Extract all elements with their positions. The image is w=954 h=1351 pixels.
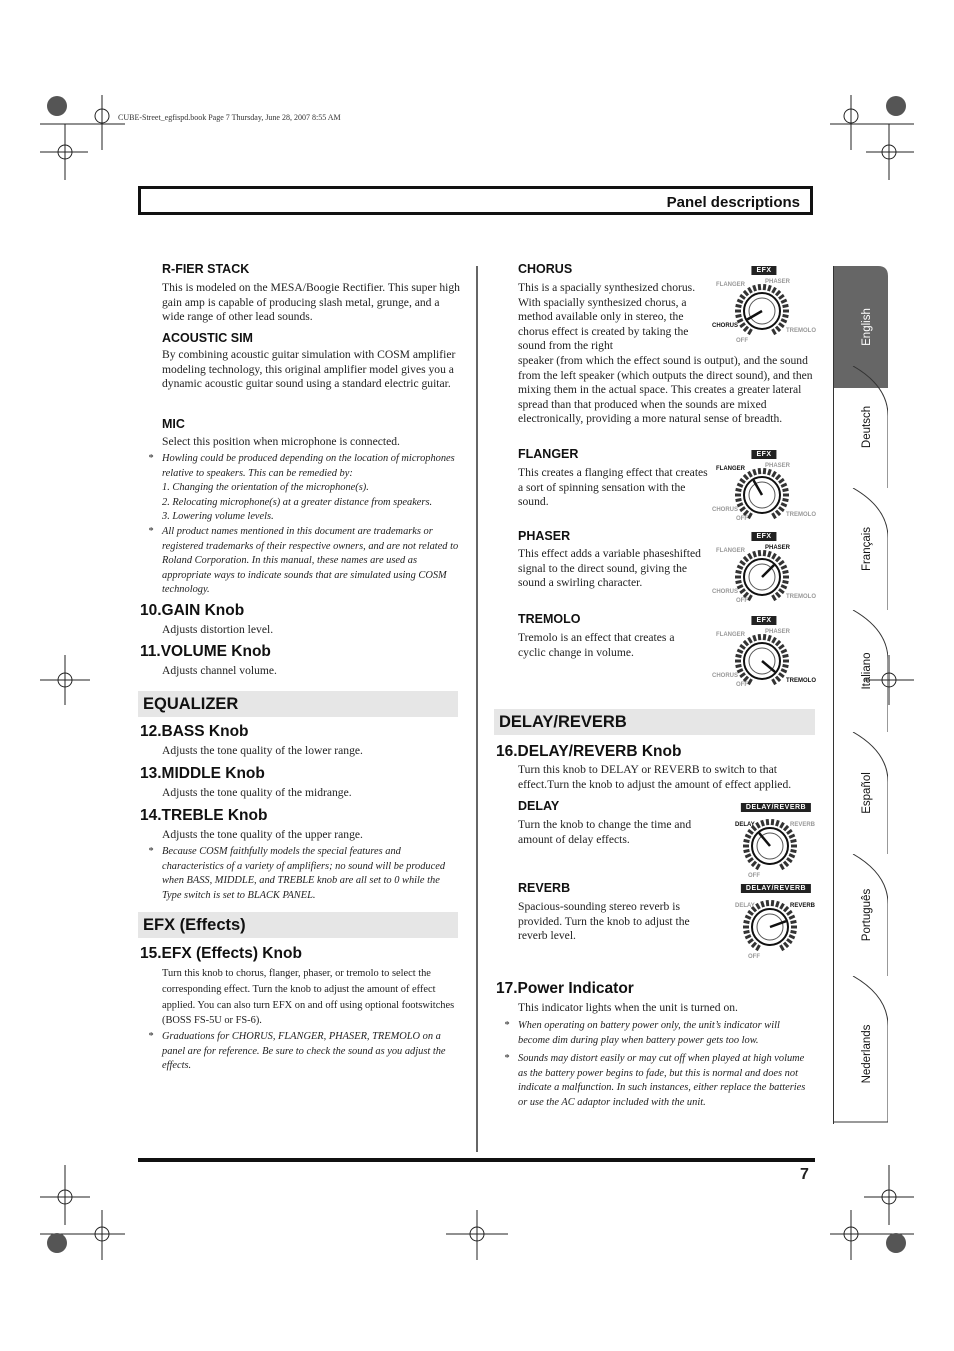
volume-knob-heading: 11.VOLUME Knob <box>140 643 271 660</box>
delay-reverb-knob-delay-diagram: DELAY/REVERB DELAY REVERB OFF <box>733 803 819 881</box>
tremolo-title: TREMOLO <box>518 612 581 626</box>
knob-dial-icon <box>733 884 819 962</box>
reverb-text: Spacious-sounding stereo reverb is provided. Turn the knob to adjust the reverb level. <box>518 900 690 943</box>
mic-note-1: * Howling could be produced depending on the location of microphones relative to speakers. This can be remedied by: 1. Changing the orientation of the microphone(s). 2. Relocating microphone(s) at a greater distance from speakers. 3. Lowering volume levels. <box>148 453 455 522</box>
file-info: CUBE-Street_egfispd.book Page 7 Thursday, June 28, 2007 8:55 AM <box>118 113 341 122</box>
delay-reverb-knob-text: Turn this knob to DELAY or REVERB to switch to that effect.Turn the knob to adjust the amount of effect applied. <box>518 763 792 791</box>
knob-dial-icon <box>733 803 819 881</box>
middle-knob-heading: 13.MIDDLE Knob <box>140 765 265 782</box>
header-bar <box>138 186 813 215</box>
middle-knob-text: Adjusts the tone quality of the midrange. <box>162 786 352 799</box>
page-title: Panel descriptions <box>666 194 800 211</box>
mic-text: Select this position when microphone is connected. <box>162 435 400 448</box>
delay-text: Turn the knob to change the time and amount of delay effects. <box>518 818 692 846</box>
acoustic-title: ACOUSTIC SIM <box>162 331 253 345</box>
tab-nederlands[interactable]: Nederlands <box>833 976 888 1124</box>
efx-heading: EFX (Effects) <box>143 916 246 934</box>
mic-title: MIC <box>162 417 185 431</box>
knob-dial-icon <box>712 266 816 346</box>
delay-title: DELAY <box>518 799 560 813</box>
power-indicator-heading: 17.Power Indicator <box>496 980 634 997</box>
delay-reverb-knob-heading: 16.DELAY/REVERB Knob <box>496 743 682 760</box>
delay-reverb-section <box>494 709 815 735</box>
bass-knob-text: Adjusts the tone quality of the lower range. <box>162 744 363 757</box>
page-number: 7 <box>800 1166 809 1183</box>
efx-note: * Graduations for CHORUS, FLANGER, PHASER, TREMOLO on a panel are for reference. Be sure to check the sound as you adjust the effects. <box>148 1031 446 1071</box>
treble-knob-heading: 14.TREBLE Knob <box>140 807 268 824</box>
flanger-text: This creates a flanging effect that creates a sort of spinning sensation with the sound. <box>518 466 708 509</box>
equalizer-heading: EQUALIZER <box>143 695 239 713</box>
knob-dial-icon <box>712 616 816 696</box>
delay-reverb-knob-reverb-diagram: DELAY/REVERB DELAY REVERB OFF <box>733 884 819 962</box>
bass-knob-heading: 12.BASS Knob <box>140 723 249 740</box>
efx-knob-phaser-diagram: EFX FLANGER PHASER CHORUS TREMOLO OFF <box>712 532 816 612</box>
efx-knob-heading: 15.EFX (Effects) Knob <box>140 945 302 962</box>
volume-knob-text: Adjusts channel volume. <box>162 664 277 677</box>
tab-italiano[interactable]: Italiano <box>833 610 888 732</box>
power-note-1: * When operating on battery power only, the unit’s indicator will become dim during play when battery power gets too low. <box>504 1020 780 1046</box>
column-divider <box>476 266 478 1152</box>
knob-dial-icon <box>712 450 816 530</box>
gain-knob-heading: 10.GAIN Knob <box>140 602 245 619</box>
delay-reverb-heading: DELAY/REVERB <box>499 713 627 731</box>
acoustic-text: By combining acoustic guitar simulation with COSM amplifier modeling technology, this original amplifier model gives you a dynamic acoustic guitar sound using a standard electric guitar. <box>162 348 456 391</box>
tremolo-text: Tremolo is an effect that creates a cyclic change in volume. <box>518 631 675 659</box>
phaser-title: PHASER <box>518 529 571 543</box>
chorus-text-wide: speaker (from which the effect sound is output), and the sound from the left speaker (which outputs the direct sound), and then mixing them in the actual space. This creates a greater lateral spread than that produced when the sounds are mixed electronically, providing a more natural sense of breadth. <box>518 354 813 426</box>
reverb-title: REVERB <box>518 881 571 895</box>
rfier-text: This is modeled on the MESA/Boogie Rectifier. This super high gain amp is capable of producing slash metal, grunge, and a wide range of other lead sounds. <box>162 281 460 324</box>
mic-note-2: * All product names mentioned in this document are trademarks or registered trademarks of their respective owners, and are not related to Roland Corporation. In this manual, these names are used as appropriate ways to indicate sounds that are simulated using COSM technology. <box>148 526 459 595</box>
gain-knob-text: Adjusts distortion level. <box>162 623 274 636</box>
tab-deutsch[interactable]: Deutsch <box>833 366 888 488</box>
knob-dial-icon <box>712 532 816 612</box>
power-note-2: * Sounds may distort easily or may cut off when played at high volume as the battery power begins to fade, but this is normal and does not indicate a malfunction. In such instances, either replace the batteries or use the AC adaptor included with the unit. <box>504 1053 806 1108</box>
tab-portugues[interactable]: Português <box>833 854 888 976</box>
flanger-title: FLANGER <box>518 447 579 461</box>
treble-knob-text: Adjusts the tone quality of the upper range. <box>162 828 363 841</box>
efx-knob-tremolo-diagram: EFX FLANGER PHASER CHORUS TREMOLO OFF <box>712 616 816 696</box>
efx-knob-text: Turn this knob to chorus, flanger, phaser, or tremolo to select the corresponding effect. Turn the knob to adjust the amount of effect applied. You can also turn EFX on and off using optional footswitches (BOSS FS-5U or FS-6). <box>162 968 455 1027</box>
equalizer-section <box>138 691 458 717</box>
eq-note: * Because COSM faithfully models the special features and characteristics of a variety of amplifiers; no sound will be produced when BASS, MIDDLE, and TREBLE knob are all set to 0 while the Type switch is set to BLACK PANEL. <box>148 846 446 901</box>
chorus-title: CHORUS <box>518 262 573 276</box>
rfier-title: R-FIER STACK <box>162 262 250 276</box>
tab-francais[interactable]: Français <box>833 488 888 610</box>
chorus-text-narrow: This is a spacially synthesized chorus. With spacially synthesized chorus, a method available only in stereo, the chorus effect is created by taking the sound from the right <box>518 281 696 353</box>
tab-english[interactable]: English <box>833 266 888 388</box>
footer-rule <box>138 1158 815 1162</box>
tab-espanol[interactable]: Español <box>833 732 888 854</box>
phaser-text: This effect adds a variable phaseshifted signal to the direct sound, giving the sound a swirling character. <box>518 547 701 590</box>
power-indicator-text: This indicator lights when the unit is turned on. <box>518 1001 738 1014</box>
tab-strip-edge <box>833 266 834 1124</box>
efx-knob-chorus-diagram: EFX FLANGER PHASER CHORUS TREMOLO OFF <box>712 267 816 344</box>
efx-knob-flanger-diagram: EFX FLANGER PHASER CHORUS TREMOLO OFF <box>712 450 816 530</box>
efx-section <box>138 912 458 938</box>
